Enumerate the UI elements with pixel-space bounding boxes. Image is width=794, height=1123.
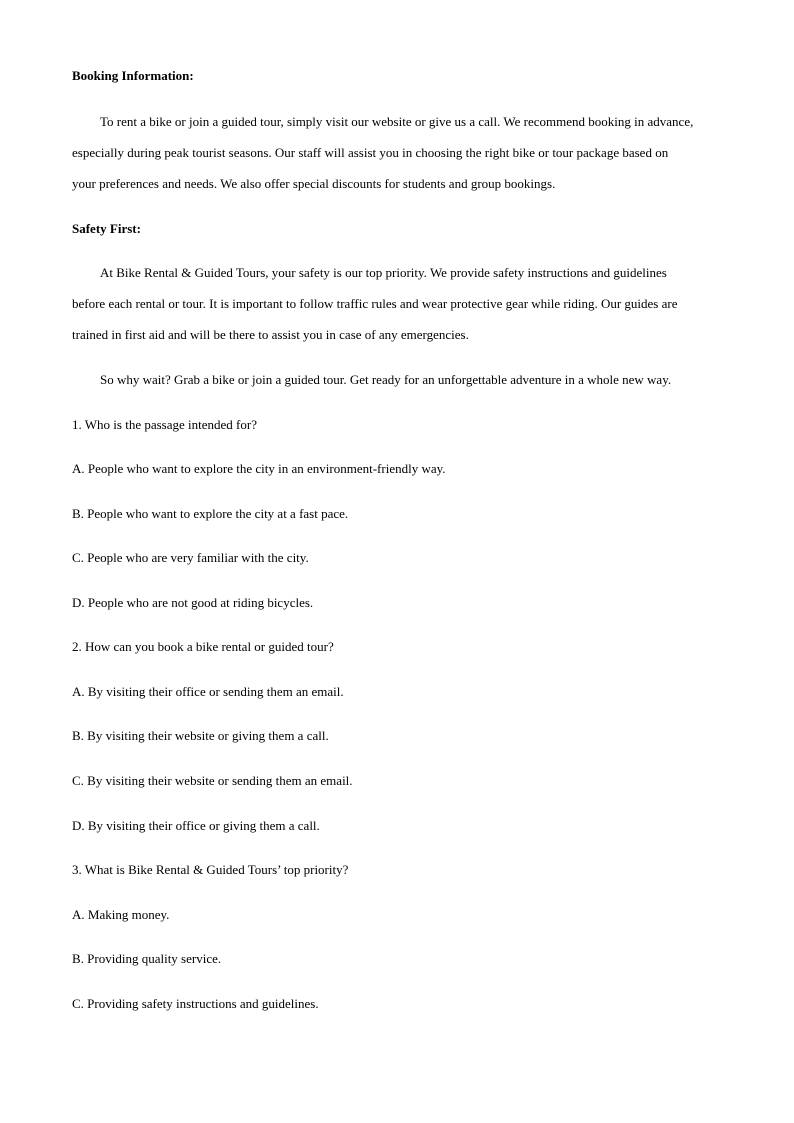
closing-paragraph: So why wait? Grab a bike or join a guided tour. Get ready for an unforgettable adventure in a whole new way. (100, 372, 672, 387)
question-2-option-b: B. By visiting their website or giving them a call. (72, 728, 329, 743)
safety-heading: Safety First: (72, 221, 141, 236)
booking-paragraph-line: To rent a bike or join a guided tour, simply visit our website or give us a call. We recommend booking in advance, (100, 114, 694, 129)
question-1-option-d: D. People who are not good at riding bicycles. (72, 595, 314, 610)
question-3-option-b: B. Providing quality service. (72, 951, 222, 966)
question-3-option-a: A. Making money. (72, 907, 170, 922)
question-2: 2. How can you book a bike rental or guided tour? (72, 639, 334, 654)
question-2-option-c: C. By visiting their website or sending them an email. (72, 773, 353, 788)
booking-paragraph-line: your preferences and needs. We also offer special discounts for students and group bookings. (72, 176, 556, 191)
question-2-option-a: A. By visiting their office or sending them an email. (72, 684, 344, 699)
booking-paragraph-line: especially during peak tourist seasons. Our staff will assist you in choosing the right bike or tour package based on (72, 145, 669, 160)
question-3: 3. What is Bike Rental & Guided Tours’ top priority? (72, 862, 349, 877)
safety-paragraph-line: At Bike Rental & Guided Tours, your safety is our top priority. We provide safety instructions and guidelines (100, 265, 667, 280)
question-2-option-d: D. By visiting their office or giving them a call. (72, 818, 320, 833)
safety-paragraph-line: before each rental or tour. It is important to follow traffic rules and wear protective gear while riding. Our guides are (72, 296, 678, 311)
booking-heading: Booking Information: (72, 68, 194, 83)
question-1: 1. Who is the passage intended for? (72, 417, 257, 432)
question-3-option-c: C. Providing safety instructions and guidelines. (72, 996, 319, 1011)
question-1-option-a: A. People who want to explore the city in an environment-friendly way. (72, 461, 446, 476)
safety-paragraph-line: trained in first aid and will be there to assist you in case of any emergencies. (72, 327, 469, 342)
question-1-option-b: B. People who want to explore the city at a fast pace. (72, 506, 349, 521)
question-1-option-c: C. People who are very familiar with the city. (72, 550, 309, 565)
